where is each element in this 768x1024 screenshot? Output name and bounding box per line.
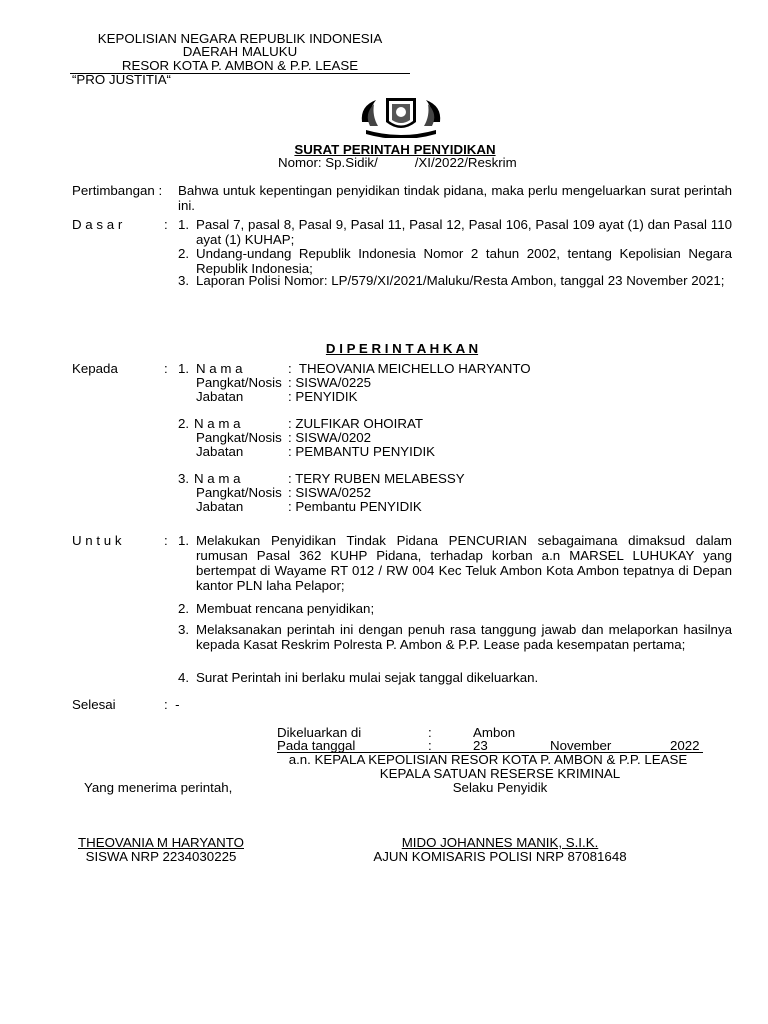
dasar-colon: :	[164, 217, 168, 232]
receiver-nrp: SISWA NRP 2234030225	[85, 849, 237, 864]
dikeluarkan-value: Ambon	[473, 725, 516, 740]
untuk-item-number: 4.	[178, 670, 190, 685]
jabatan-label: Jabatan	[196, 444, 244, 459]
untuk-colon: :	[164, 533, 168, 548]
header-region: DAERAH MALUKU	[182, 44, 298, 59]
selesai-value: : -	[164, 697, 180, 712]
jabatan-value: : PEMBANTU PENYIDIK	[288, 444, 436, 459]
header-resort: RESOR KOTA P. AMBON & P.P. LEASE	[70, 58, 410, 74]
untuk-item-number: 3.	[178, 622, 190, 637]
signatory-on-behalf: a.n. KEPALA KEPOLISIAN RESOR KOTA P. AMBON & P.P. LEASE	[288, 752, 688, 767]
dasar-item-number: 1.	[178, 217, 190, 232]
pertimbangan-text: Bahwa untuk kepentingan penyidikan tindak pidana, maka perlu mengeluarkan surat perintah ini.	[178, 183, 732, 213]
pangkat-value: : SISWA/0225	[288, 375, 372, 390]
diperintahkan-heading: D I P E R I N T A H K A N	[325, 341, 479, 356]
tanggal-month: November	[550, 738, 612, 753]
dikeluarkan-label: Dikeluarkan di	[277, 725, 362, 740]
signatory-name-text: MIDO JOHANNES MANIK, S.I.K.	[401, 835, 599, 850]
nama-label: N a m a	[194, 416, 241, 431]
signatory-name	[360, 835, 640, 850]
pertimbangan-label: Pertimbangan :	[72, 183, 163, 198]
police-emblem-icon	[356, 92, 446, 138]
jabatan-label: Jabatan	[196, 499, 244, 514]
untuk-item-number: 1.	[178, 533, 190, 548]
untuk-item-text: Melaksanakan perintah ini dengan penuh rasa tanggung jawab dan melaporkan hasilnya kepada Kasat Reskrim Polresta P. Ambon & P.P. Lease pada kesempatan pertama;	[196, 622, 732, 652]
dasar-item-text: Undang-undang Republik Indonesia Nomor 2 tahun 2002, tentang Kepolisian Negara Republik Indonesia;	[196, 246, 732, 276]
pangkat-value: : SISWA/0252	[288, 485, 372, 500]
signatory-rank: AJUN KOMISARIS POLISI NRP 87081648	[373, 849, 627, 864]
pangkat-label: Pangkat/Nosis	[196, 375, 282, 390]
receiver-label: Yang menerima perintah,	[84, 780, 233, 795]
tanggal-label: Pada tanggal	[277, 738, 356, 753]
pangkat-label: Pangkat/Nosis	[196, 485, 282, 500]
header-institution: KEPOLISIAN NEGARA REPUBLIK INDONESIA	[97, 31, 383, 46]
untuk-item-text: Membuat rencana penyidikan;	[196, 601, 375, 616]
receiver-name-text: THEOVANIA M HARYANTO	[78, 835, 244, 850]
pangkat-value: : SISWA/0202	[288, 430, 372, 445]
tanggal-day: 23	[473, 738, 488, 753]
person-number: 2.	[178, 416, 190, 431]
nama-label: N a m a	[194, 471, 241, 486]
nama-value: : ZULFIKAR OHOIRAT	[288, 416, 423, 431]
untuk-item-number: 2.	[178, 601, 190, 616]
jabatan-value: : Pembantu PENYIDIK	[288, 499, 422, 514]
tanggal-year: 2022	[670, 738, 700, 753]
nama-value: : THEOVANIA MEICHELLO HARYANTO	[288, 361, 531, 376]
dikeluarkan-colon: :	[428, 725, 432, 740]
dasar-label: D a s a r	[72, 217, 123, 232]
signatory-role: Selaku Penyidik	[452, 780, 548, 795]
jabatan-label: Jabatan	[196, 389, 244, 404]
receiver-name	[72, 835, 250, 850]
tanggal-colon: :	[428, 738, 432, 753]
signatory-position: KEPALA SATUAN RESERSE KRIMINAL	[379, 766, 621, 781]
pangkat-label: Pangkat/Nosis	[196, 430, 282, 445]
untuk-label: U n t u k	[72, 533, 122, 548]
kepada-label: Kepada	[72, 361, 118, 376]
untuk-item-text: Surat Perintah ini berlaku mulai sejak tanggal dikeluarkan.	[196, 670, 539, 685]
dasar-item-number: 2.	[178, 246, 190, 261]
dasar-item-text: Pasal 7, pasal 8, Pasal 9, Pasal 11, Pasal 12, Pasal 106, Pasal 109 ayat (1) dan Pasal 110 ayat (1) KUHAP;	[196, 217, 732, 247]
nama-label: N a m a	[196, 361, 243, 376]
dasar-item-number: 3.	[178, 273, 190, 288]
person-number: 1.	[178, 361, 190, 376]
letter-title: SURAT PERINTAH PENYIDIKAN	[294, 142, 496, 157]
pro-justitia: “PRO JUSTITIA“	[72, 72, 171, 87]
selesai-label: Selesai	[72, 697, 116, 712]
dasar-item-text: Laporan Polisi Nomor: LP/579/XI/2021/Maluku/Resta Ambon, tanggal 23 November 2021;	[196, 273, 725, 288]
person-number: 3.	[178, 471, 190, 486]
nama-value: : TERY RUBEN MELABESSY	[288, 471, 465, 486]
jabatan-value: : PENYIDIK	[288, 389, 358, 404]
untuk-item-text: Melakukan Penyidikan Tindak Pidana PENCURIAN sebagaimana dimaksud dalam rumusan Pasal 362 KUHP Pidana, terhadap korban a.n MARSEL LUHUKAY yang bertempat di Wayame RT 012 / RW 004 Kec Teluk Ambon Kota Ambon tepatnya di Depan kantor PLN laha Pelapor;	[196, 533, 732, 593]
letter-number: Nomor: Sp.Sidik/ /XI/2022/Reskrim	[278, 155, 517, 170]
kepada-colon: :	[164, 361, 168, 376]
